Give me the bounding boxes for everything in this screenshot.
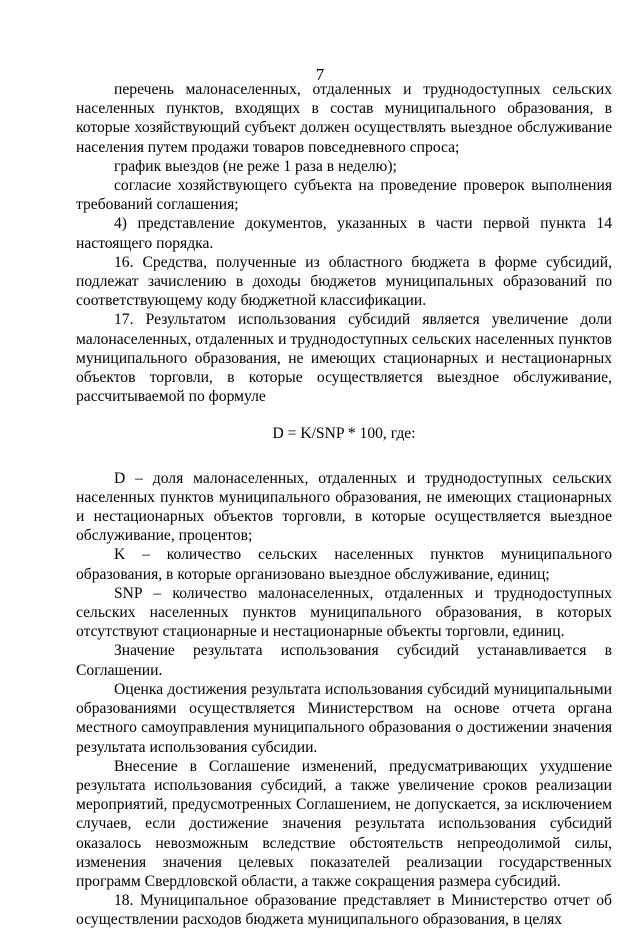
paragraph-item-17: 17. Результатом использования субсидий является увеличение доли малонаселенных, отдаленных и труднодоступных сельских населенных пунктов муниципального образования, не имеющих стационарных и нестационарных объектов торговли, в которые осуществляется выездное обслуживание, рассчитываемой по формуле	[76, 311, 612, 406]
paragraph-result-value: Значение результата использования субсидий устанавливается в Соглашении.	[76, 642, 612, 679]
definition-snp: SNP – количество малонаселенных, отдаленных и труднодоступных сельских населенных пунктов муниципального образования, в которых отсутствуют стационарные и нестационарные объекты торговли, единиц.	[76, 584, 612, 641]
page-number: 7	[315, 65, 325, 84]
paragraph-documents: 4) представление документов, указанных в части первой пункта 14 настоящего порядка.	[76, 215, 612, 252]
paragraph-schedule: график выездов (не реже 1 раза в неделю);	[114, 157, 397, 175]
paragraph-assessment: Оценка достижения результата использования субсидий муниципальными образованиями осуществляется Министерством на основе отчета органа местного самоуправления муниципального образования о достижении значения результата использования субсидии.	[76, 680, 612, 756]
definition-k: K – количество сельских населенных пунктов муниципального образования, в которые организовано выездное обслуживание, единиц;	[76, 546, 612, 583]
paragraph-item-16: 16. Средства, полученные из областного бюджета в форме субсидий, подлежат зачислению в доходы бюджетов муниципальных образований по соответствующему коду бюджетной классификации.	[76, 253, 612, 310]
paragraph-item-18: 18. Муниципальное образование представляет в Министерство отчет об осуществлении расходов бюджета муниципального образования, в целях	[76, 892, 612, 929]
definition-d: D – доля малонаселенных, отдаленных и труднодоступных сельских населенных пунктов муниципального образования, не имеющих стационарных и нестационарных объектов торговли, в которые осуществляется выездное обслуживание, процентов;	[76, 469, 612, 545]
formula: D = K/SNP * 100, где:	[272, 425, 416, 443]
document-body	[76, 80, 612, 930]
paragraph-consent: согласие хозяйствующего субъекта на проведение проверок выполнения требований соглашения;	[76, 177, 612, 214]
paragraph-amendments: Внесение в Соглашение изменений, предусматривающих ухудшение результата использования субсидий, а также увеличение сроков реализации мероприятий, предусмотренных Соглашением, не допускается, за исключением случаев, если достижение значения результата использования субсидий оказалось невозможным вследствие обстоятельств непреодолимой силы, изменения значения целевых показателей реализации государственных программ Свердловской области, а также сокращения размера субсидий.	[76, 757, 612, 890]
paragraph-settlements-list: перечень малонаселенных, отдаленных и труднодоступных сельских населенных пунктов, входящих в состав муниципального образования, в которые хозяйствующий субъект должен осуществлять выездное обслуживание населения путем продажи товаров повседневного спроса;	[76, 81, 612, 156]
